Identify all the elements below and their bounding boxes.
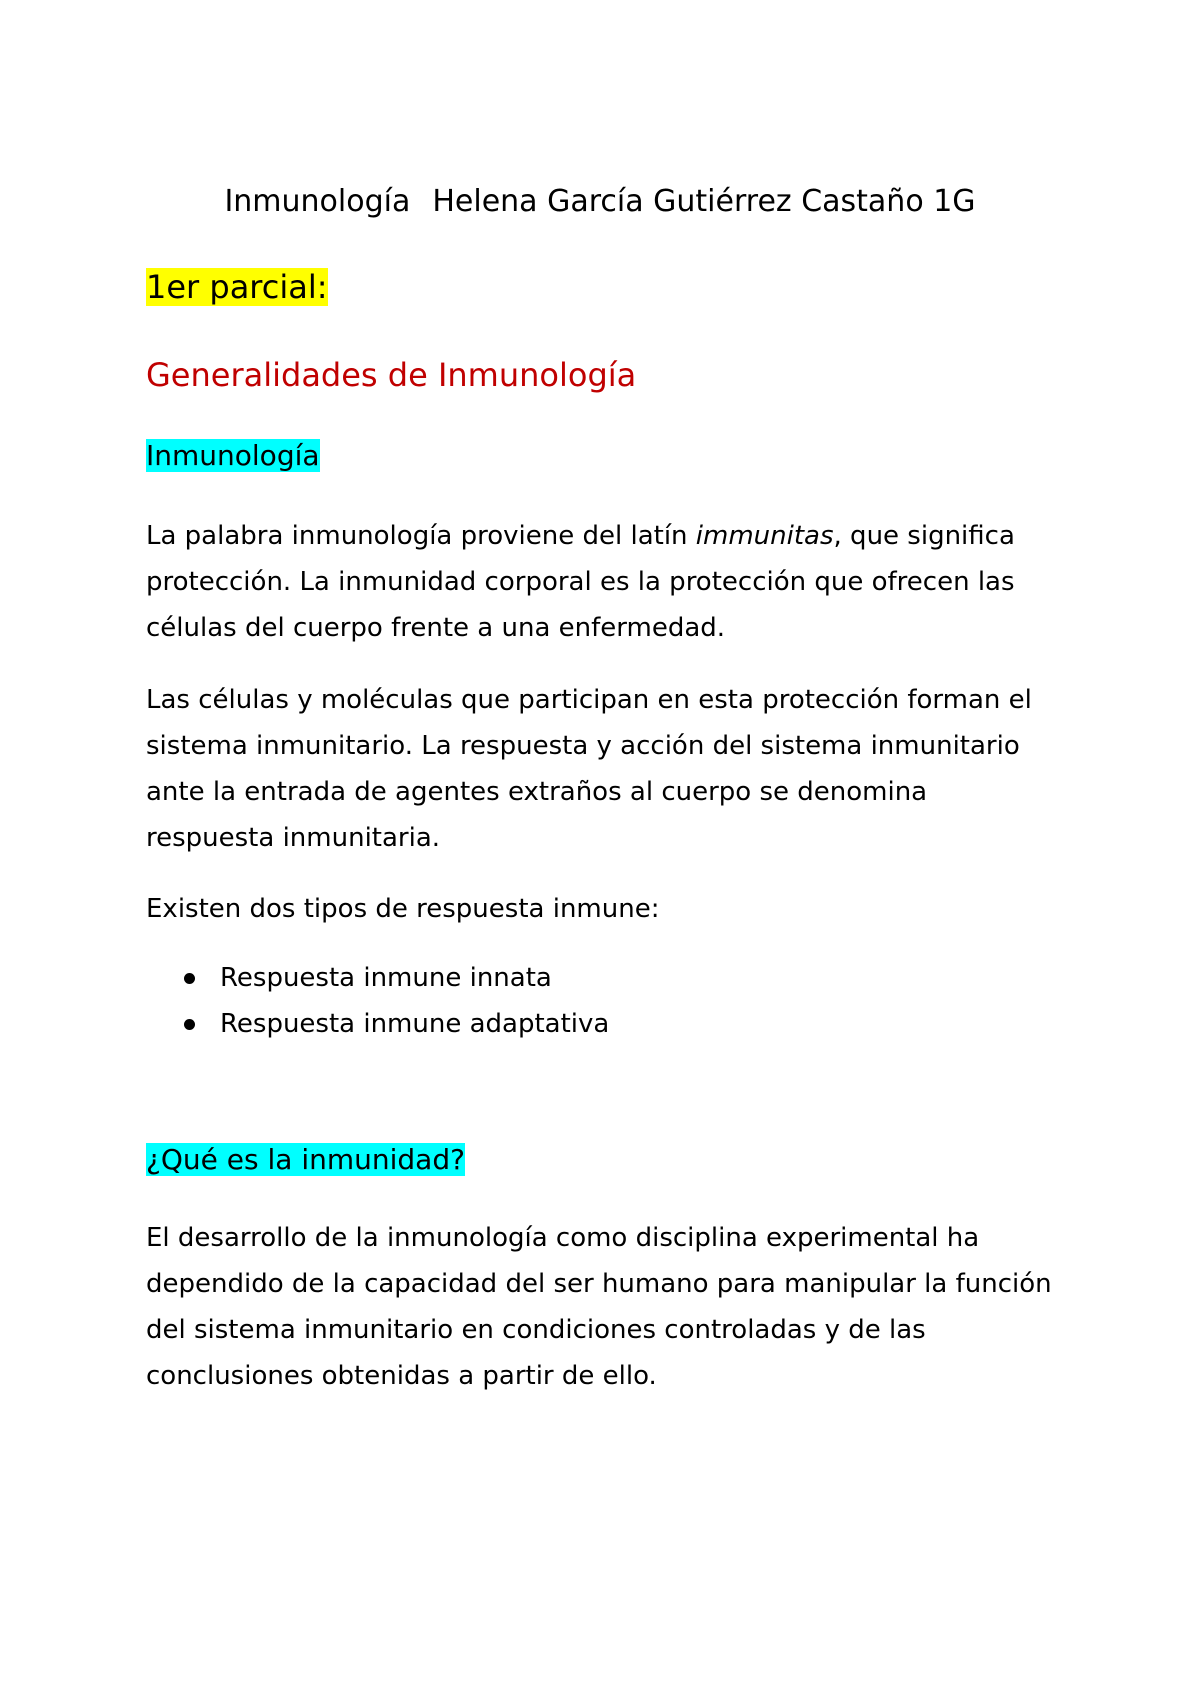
latin-term: immunitas xyxy=(695,521,834,551)
subheading-inmunologia xyxy=(146,436,1066,476)
que-es-highlight: ¿Qué es la inmunidad? xyxy=(146,1143,465,1176)
subheading-que-es-inmunidad xyxy=(146,1140,1066,1180)
paragraph-line: El desarrollo de la inmunología como disciplina experimental ha xyxy=(146,1223,980,1253)
paragraph-line: La palabra inmunología proviene del latín immunitas, que significa xyxy=(146,521,1015,551)
paragraph-development xyxy=(146,1215,1066,1399)
paragraph-line: sistema inmunitario. La respuesta y acción del sistema inmunitario xyxy=(146,731,1020,761)
title-subject: Inmunología xyxy=(224,184,411,219)
list-item: Respuesta inmune innata xyxy=(178,955,609,1001)
paragraph-definition xyxy=(146,513,1066,651)
list-item: Respuesta inmune adaptativa xyxy=(178,1001,609,1047)
response-types-list xyxy=(178,955,609,1047)
paragraph-types-intro: Existen dos tipos de respuesta inmune: xyxy=(146,894,660,924)
title-author: Helena García Gutiérrez Castaño 1G xyxy=(432,184,976,219)
topic-heading: Generalidades de Inmunología xyxy=(146,356,637,394)
document-title xyxy=(0,182,1200,222)
paragraph-line: del sistema inmunitario en condiciones controladas y de las xyxy=(146,1315,926,1345)
paragraph-line: células del cuerpo frente a una enfermedad. xyxy=(146,613,726,643)
paragraph-line: respuesta inmunitaria. xyxy=(146,823,441,853)
paragraph-line: dependido de la capacidad del ser humano para manipular la función xyxy=(146,1269,1052,1299)
bullet-icon xyxy=(184,1019,195,1030)
paragraph-line: protección. La inmunidad corporal es la protección que ofrecen las xyxy=(146,567,1015,597)
bullet-icon xyxy=(184,973,195,984)
paragraph-immune-system xyxy=(146,677,1066,861)
paragraph-line: conclusiones obtenidas a partir de ello. xyxy=(146,1361,657,1391)
inmunologia-highlight: Inmunología xyxy=(146,439,320,472)
parcial-highlight: 1er parcial: xyxy=(146,268,328,306)
paragraph-line: ante la entrada de agentes extraños al cuerpo se denomina xyxy=(146,777,928,807)
section-heading-parcial xyxy=(146,265,1066,309)
paragraph-line: Las células y moléculas que participan en esta protección forman el xyxy=(146,685,1032,715)
